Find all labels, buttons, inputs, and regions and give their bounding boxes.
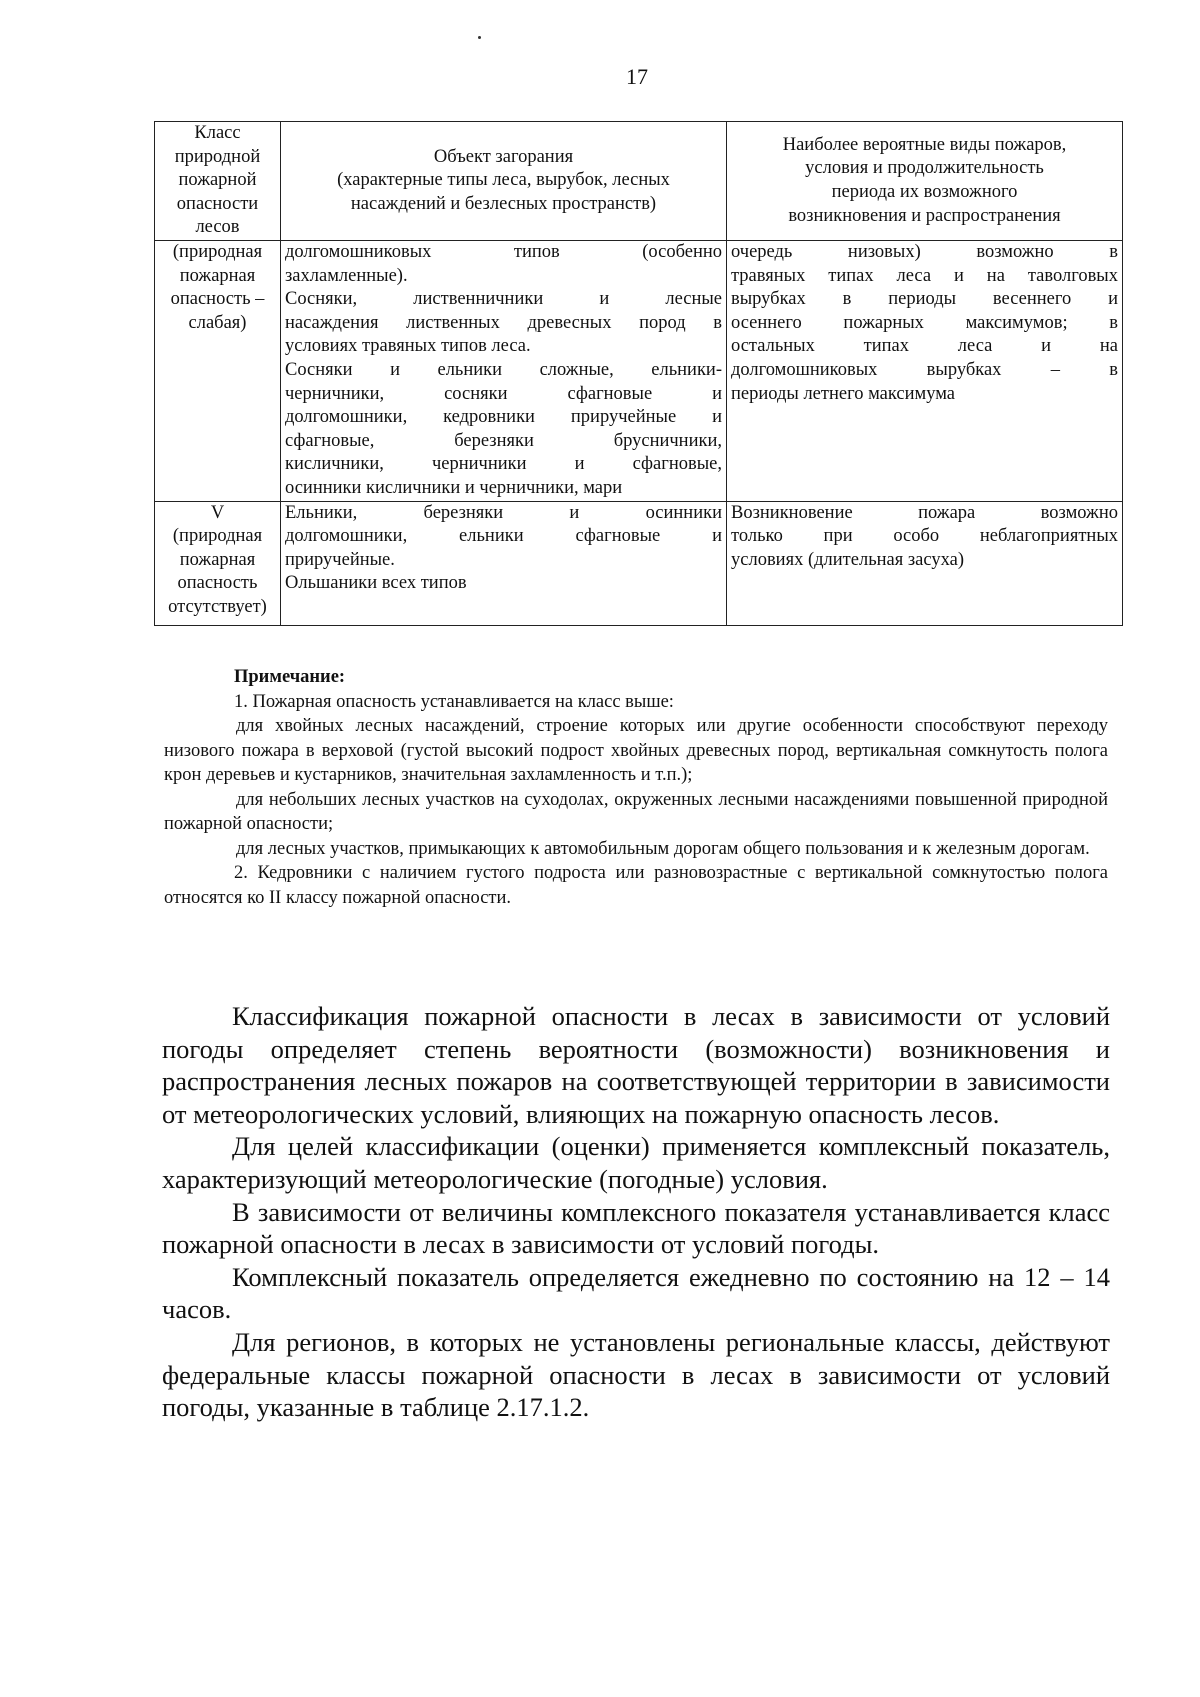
note-item-1c: для лесных участков, примыкающих к автомобильным дорогам общего пользования и к железным дорогам. bbox=[236, 838, 1090, 859]
header-object: Объект загорания (характерные типы леса, вырубок, лесных насаждений и безлесных пространств) bbox=[281, 122, 727, 241]
table-row bbox=[155, 240, 1123, 501]
cell-object: Ельники, березняки и осинники долгомошники, ельники сфагновые и приручейные. Ольшаники всех типов bbox=[281, 501, 727, 625]
paragraph: Классификация пожарной опасности в лесах в зависимости от условий погоды определяет степень вероятности (возможности) возникновения и распространения лесных пожаров на соответствующей территории в зависимости от метеорологических условий, влияющих на пожарную опасность лесов. bbox=[162, 1001, 1110, 1129]
paragraph: Для целей классификации (оценки) применяется комплексный показатель, характеризующий метеорологические (погодные) условия. bbox=[162, 1131, 1110, 1194]
paragraph: Для регионов, в которых не установлены региональные классы, действуют федеральные классы пожарной опасности в лесах в зависимости от условий погоды, указанные в таблице 2.17.1.2. bbox=[162, 1326, 1110, 1423]
page-number: 17 bbox=[626, 64, 648, 89]
fire-danger-table bbox=[154, 121, 1123, 626]
cell-fire-types: Возникновение пожара возможно только при особо неблагоприятных условиях (длительная засуха) bbox=[727, 501, 1123, 625]
note-item-1: 1. Пожарная опасность устанавливается на класс выше: bbox=[234, 691, 674, 712]
table-header-row bbox=[155, 122, 1123, 241]
cell-fire-types: очередь низовых) возможно в травяных типах леса и на таволговых вырубках в периоды весеннего и осеннего пожарных максимумов; в остальных типах леса и на долгомошниковых вырубках – в периоды летнего максимума bbox=[727, 240, 1123, 501]
cell-class: V (природная пожарная опасность отсутствует) bbox=[155, 501, 281, 625]
header-class: Класс природной пожарной опасности лесов bbox=[155, 122, 281, 241]
header-fire-types: Наиболее вероятные виды пожаров, условия и продолжительность периода их возможного возникновения и распространения bbox=[727, 122, 1123, 241]
note-item-2: 2. Кедровники с наличием густого подроста или разновозрастные с вертикальной сомкнутостью полога относятся ко II классу пожарной опасности. bbox=[164, 863, 1108, 908]
cell-class: (природная пожарная опасность – слабая) bbox=[155, 240, 281, 501]
cell-object: долгомошниковых типов (особенно захламленные). Сосняки, лиственничники и лесные насаждения лиственных древесных пород в условиях травяных типов леса. Сосняки и ельники сложные, ельники- черничники, сосняки сфагновые и долгомошники, кедровники приручейные и сфагновые, березняки брусничники, кисличники, черничники и сфагновые, осинники кисличники и черничники, мари bbox=[281, 240, 727, 501]
body-text bbox=[162, 1000, 1110, 1424]
note-title: Примечание: bbox=[234, 667, 346, 687]
scan-speck bbox=[478, 36, 481, 39]
note-item-1a: для хвойных лесных насаждений, строение которых или другие особенности способствуют переходу низового пожара в верховой (густой высокий подрост хвойных древесных пород, вертикальная сомкнутость полога крон деревьев и кустарников, значительная захламленность и т.п.); bbox=[164, 716, 1108, 785]
table-row bbox=[155, 501, 1123, 625]
paragraph: Комплексный показатель определяется ежедневно по состоянию на 12 – 14 часов. bbox=[162, 1261, 1110, 1325]
note-item-1b: для небольших лесных участков на суходолах, окруженных лесными насаждениями повышенной природной пожарной опасности; bbox=[164, 789, 1108, 834]
table-note bbox=[164, 665, 1108, 910]
paragraph: В зависимости от величины комплексного показателя устанавливается класс пожарной опасности в лесах в зависимости от условий погоды. bbox=[162, 1196, 1110, 1260]
